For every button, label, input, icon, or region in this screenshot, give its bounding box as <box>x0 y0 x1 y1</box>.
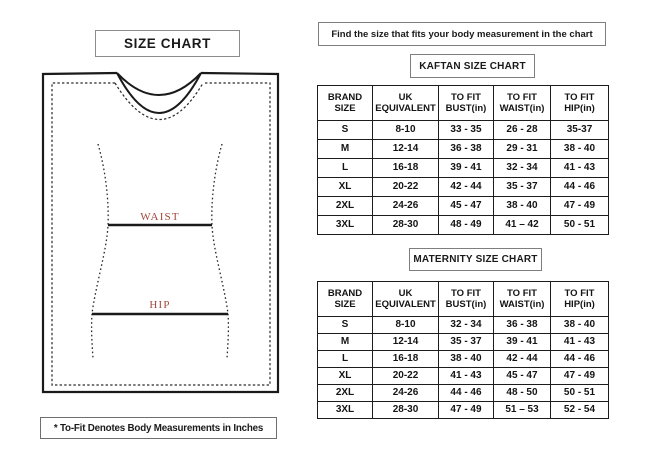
kaftan-diagram <box>30 60 290 405</box>
column-header: UK EQUIVALENT <box>373 86 439 121</box>
table-cell: 47 - 49 <box>551 368 609 385</box>
table-cell: 39 - 41 <box>494 334 551 351</box>
table-row <box>318 140 609 159</box>
table-cell: 8-10 <box>373 121 439 140</box>
column-header: BRAND SIZE <box>318 86 373 121</box>
table-cell: 48 - 50 <box>494 385 551 402</box>
table-cell: 51 – 53 <box>494 402 551 419</box>
table-row <box>318 334 609 351</box>
table-cell: 36 - 38 <box>439 140 494 159</box>
table-cell: 50 - 51 <box>551 216 609 235</box>
table-cell: 24-26 <box>373 197 439 216</box>
table-cell: 44 - 46 <box>551 351 609 368</box>
table-cell: 35 - 37 <box>439 334 494 351</box>
table-cell: 38 - 40 <box>494 197 551 216</box>
footnote-label: * To-Fit Denotes Body Measurements in Inches <box>53 422 264 434</box>
table-cell: 33 - 35 <box>439 121 494 140</box>
table-cell: M <box>318 334 373 351</box>
table-row <box>318 216 609 235</box>
kaftan-chart-title <box>410 54 535 78</box>
table-cell: S <box>318 121 373 140</box>
table-cell: 8-10 <box>373 317 439 334</box>
maternity-size-table <box>317 281 609 419</box>
table-cell: 12-14 <box>373 140 439 159</box>
table-cell: 35-37 <box>551 121 609 140</box>
hip-label: HIP <box>149 299 171 311</box>
table-cell: 16-18 <box>373 351 439 368</box>
table-cell: 41 - 43 <box>439 368 494 385</box>
instruction-label: Find the size that fits your body measurement in the chart <box>331 28 593 40</box>
table-cell: XL <box>318 178 373 197</box>
table-cell: 44 - 46 <box>439 385 494 402</box>
table-cell: 47 - 49 <box>551 197 609 216</box>
table-cell: 50 - 51 <box>551 385 609 402</box>
table-cell: 45 - 47 <box>494 368 551 385</box>
table-row <box>318 317 609 334</box>
column-header: TO FIT WAIST(in) <box>494 282 551 317</box>
column-header: TO FIT BUST(in) <box>439 282 494 317</box>
table-header-row <box>318 282 609 317</box>
table-cell: 39 - 41 <box>439 159 494 178</box>
table-row <box>318 178 609 197</box>
instruction-banner <box>318 22 606 46</box>
body-silhouette-dotted <box>92 144 229 358</box>
table-row <box>318 351 609 368</box>
table-cell: M <box>318 140 373 159</box>
table-row <box>318 197 609 216</box>
table-cell: 2XL <box>318 197 373 216</box>
table-cell: 28-30 <box>373 216 439 235</box>
table-cell: 20-22 <box>373 368 439 385</box>
table-cell: L <box>318 159 373 178</box>
table-cell: 20-22 <box>373 178 439 197</box>
column-header: TO FIT WAIST(in) <box>494 86 551 121</box>
table-cell: 38 - 40 <box>551 317 609 334</box>
table-cell: 32 - 34 <box>439 317 494 334</box>
table-cell: 12-14 <box>373 334 439 351</box>
table-cell: 2XL <box>318 385 373 402</box>
table-cell: 42 - 44 <box>494 351 551 368</box>
table-cell: 38 - 40 <box>439 351 494 368</box>
table-cell: 47 - 49 <box>439 402 494 419</box>
column-header: BRAND SIZE <box>318 282 373 317</box>
table-cell: 29 - 31 <box>494 140 551 159</box>
kaftan-size-table <box>317 85 609 235</box>
table-cell: 28-30 <box>373 402 439 419</box>
table-cell: 44 - 46 <box>551 178 609 197</box>
column-header: TO FIT BUST(in) <box>439 86 494 121</box>
table-cell: 45 - 47 <box>439 197 494 216</box>
table-cell: 32 - 34 <box>494 159 551 178</box>
page-title-label: SIZE CHART <box>124 36 211 51</box>
table-cell: 52 - 54 <box>551 402 609 419</box>
table-cell: 41 - 43 <box>551 334 609 351</box>
table-cell: 16-18 <box>373 159 439 178</box>
table-row <box>318 402 609 419</box>
table-row <box>318 159 609 178</box>
table-cell: 48 - 49 <box>439 216 494 235</box>
table-row <box>318 385 609 402</box>
footnote <box>40 417 277 439</box>
table-cell: XL <box>318 368 373 385</box>
table-row <box>318 121 609 140</box>
kaftan-chart-title-label: KAFTAN SIZE CHART <box>419 60 526 72</box>
column-header: UK EQUIVALENT <box>373 282 439 317</box>
table-cell: 36 - 38 <box>494 317 551 334</box>
garment-outline <box>43 73 278 392</box>
column-header: TO FIT HIP(in) <box>551 282 609 317</box>
table-cell: 42 - 44 <box>439 178 494 197</box>
seam-dashed-outline <box>52 83 270 385</box>
table-cell: 26 - 28 <box>494 121 551 140</box>
table-row <box>318 368 609 385</box>
table-cell: L <box>318 351 373 368</box>
maternity-chart-title-label: MATERNITY SIZE CHART <box>413 254 538 265</box>
table-header-row <box>318 86 609 121</box>
table-cell: 41 - 43 <box>551 159 609 178</box>
page-title <box>95 30 240 57</box>
waist-label: WAIST <box>140 211 180 223</box>
table-cell: 41 – 42 <box>494 216 551 235</box>
maternity-chart-title <box>409 248 542 271</box>
table-cell: S <box>318 317 373 334</box>
table-cell: 24-26 <box>373 385 439 402</box>
table-cell: 38 - 40 <box>551 140 609 159</box>
table-cell: 35 - 37 <box>494 178 551 197</box>
column-header: TO FIT HIP(in) <box>551 86 609 121</box>
table-cell: 3XL <box>318 402 373 419</box>
table-cell: 3XL <box>318 216 373 235</box>
